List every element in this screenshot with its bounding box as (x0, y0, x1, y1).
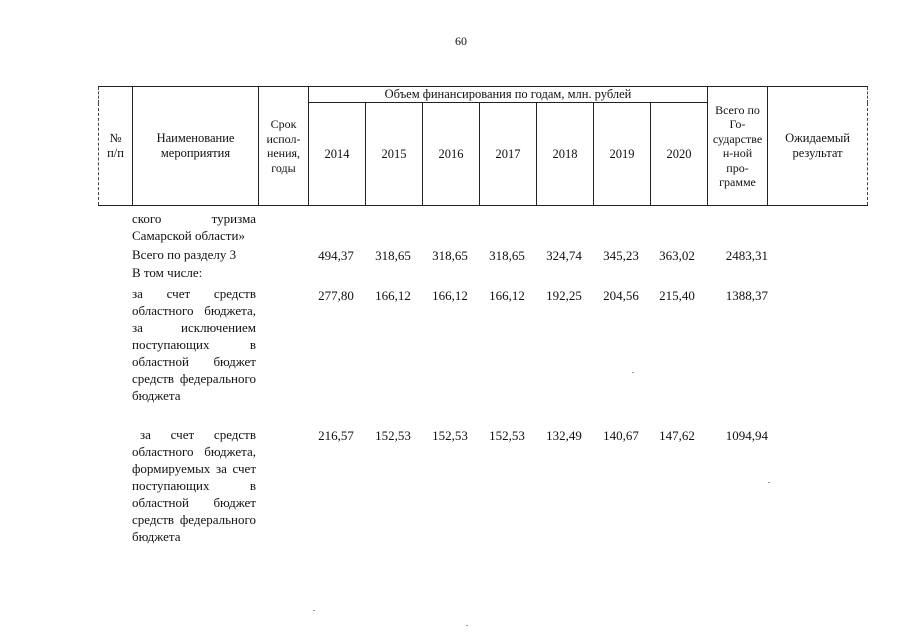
header-num: № п/п (99, 87, 133, 206)
table-cell: 324,74 (546, 248, 582, 263)
table-cell: 318,65 (375, 248, 411, 263)
scan-speck (632, 372, 634, 373)
table-cell: 147,62 (659, 428, 695, 443)
table-cell: 204,56 (603, 288, 639, 303)
table-cell: 363,02 (659, 248, 695, 263)
header-year: 2017 (480, 103, 537, 206)
table-cell: 152,53 (489, 428, 525, 443)
table-cell: 345,23 (603, 248, 639, 263)
header-year: 2014 (309, 103, 366, 206)
table-cell: 318,65 (489, 248, 525, 263)
table-cell: 152,53 (375, 428, 411, 443)
table-cell: 140,67 (603, 428, 639, 443)
table-cell: 494,37 (318, 248, 354, 263)
row-name: Всего по разделу 3 (132, 247, 237, 262)
row-name: В том числе: (132, 265, 203, 280)
header-year: 2016 (423, 103, 480, 206)
table-cell: 166,12 (432, 288, 468, 303)
table-header (98, 86, 868, 206)
table-cell-total: 1094,94 (725, 428, 768, 443)
table-cell: 166,12 (375, 288, 411, 303)
page-number: 60 (455, 34, 467, 48)
table-cell: 152,53 (432, 428, 468, 443)
row-name: ского туризма Самарской области» (132, 211, 256, 243)
row-name: за счет средств областного бюджета, формируемых за счет поступающих в областной бюджет средств федерального бюджета (132, 427, 256, 544)
table-cell: 216,57 (318, 428, 354, 443)
header-funding-group: Объем финансирования по годам, млн. рублей (309, 87, 708, 103)
header-year: 2018 (537, 103, 594, 206)
header-year: 2015 (366, 103, 423, 206)
scan-speck (313, 610, 315, 611)
scan-speck (466, 625, 468, 626)
table-cell: 166,12 (489, 288, 525, 303)
header-result: Ожидаемый результат (768, 87, 868, 206)
table-cell: 277,80 (318, 288, 354, 303)
table-cell-total: 1388,37 (725, 288, 768, 303)
header-total: Всего по Го-сударствен-ной про-грамме (708, 87, 768, 206)
table-cell: 192,25 (546, 288, 582, 303)
header-term: Срок испол-нения, годы (259, 87, 309, 206)
table-cell: 132,49 (546, 428, 582, 443)
header-year: 2020 (651, 103, 708, 206)
row-name: за счет средств областного бюджета, за исключением поступающих в областной бюджет средств федерального бюджета (132, 286, 256, 403)
table-cell-total: 2483,31 (725, 248, 768, 263)
table-cell: 318,65 (432, 248, 468, 263)
table-cell: 215,40 (659, 288, 695, 303)
scan-speck (768, 482, 770, 483)
header-name: Наименование мероприятия (133, 87, 259, 206)
header-year: 2019 (594, 103, 651, 206)
